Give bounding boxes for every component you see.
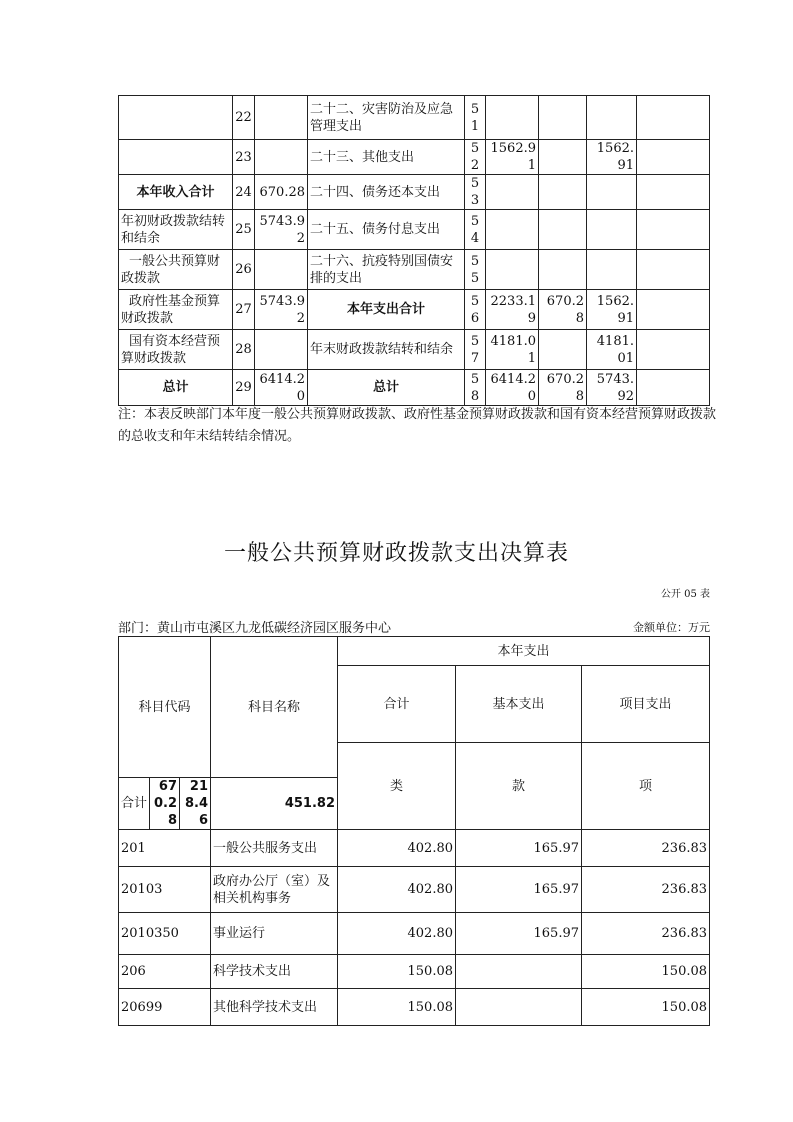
amount-fund [587, 250, 637, 290]
table-row [119, 370, 710, 406]
left-amount: 5743.92 [255, 210, 308, 250]
right-line-no: 56 [465, 290, 486, 330]
table-row [119, 330, 710, 370]
header-total: 合计 [338, 666, 456, 743]
amount-basic: 165.97 [456, 867, 582, 913]
amount-state-capital [637, 210, 710, 250]
subject-code: 2010350 [119, 913, 211, 955]
right-label: 二十三、其他支出 [308, 140, 465, 175]
left-label [119, 140, 233, 175]
header-basic: 基本支出 [456, 666, 582, 743]
left-line-no: 25 [233, 210, 255, 250]
left-line-no: 22 [233, 96, 255, 140]
right-label: 二十四、债务还本支出 [308, 175, 465, 210]
amount-total: 4181.01 [486, 330, 539, 370]
left-label: 本年收入合计 [119, 175, 233, 210]
amount-general [539, 210, 587, 250]
left-amount: 6414.20 [255, 370, 308, 406]
amount-general [539, 96, 587, 140]
amount-total [486, 96, 539, 140]
right-label: 二十五、债务付息支出 [308, 210, 465, 250]
amount-basic: 165.97 [456, 913, 582, 955]
amount-state-capital [637, 175, 710, 210]
amount-state-capital [637, 140, 710, 175]
left-line-no: 23 [233, 140, 255, 175]
department-label: 部门：黄山市屯溪区九龙低碳经济园区服务中心 [118, 621, 392, 636]
left-label: 国有资本经营预算财政拨款 [119, 330, 233, 370]
right-line-no: 57 [465, 330, 486, 370]
left-line-no: 28 [233, 330, 255, 370]
revenue-expense-table [118, 95, 710, 406]
amount-total [486, 210, 539, 250]
amount-total: 402.80 [338, 867, 456, 913]
amount-fund: 4181.01 [587, 330, 637, 370]
amount-general [539, 140, 587, 175]
amount-project: 150.08 [582, 955, 710, 989]
amount-basic [456, 989, 582, 1026]
table-row [119, 913, 710, 955]
amount-basic: 165.97 [456, 830, 582, 867]
left-label: 年初财政拨款结转和结余 [119, 210, 233, 250]
left-amount [255, 96, 308, 140]
amount-project: 236.83 [582, 830, 710, 867]
table-row [119, 830, 710, 867]
header-code: 科目代码 [119, 637, 211, 778]
subject-name: 一般公共服务支出 [211, 830, 338, 867]
right-label: 总计 [308, 370, 465, 406]
left-line-no: 26 [233, 250, 255, 290]
amount-general: 670.28 [539, 290, 587, 330]
right-line-no: 54 [465, 210, 486, 250]
right-line-no: 53 [465, 175, 486, 210]
sum-project: 451.82 [211, 778, 338, 830]
left-amount [255, 330, 308, 370]
sum-basic: 218.46 [180, 778, 211, 830]
amount-general: 670.28 [539, 370, 587, 406]
amount-fund [587, 175, 637, 210]
amount-state-capital [637, 250, 710, 290]
amount-state-capital [637, 96, 710, 140]
table-note: 注：本表反映部门本年度一般公共预算财政拨款、政府性基金预算财政拨款和国有资本经营预算财政拨款的总收支和年末结转结余情况。 [118, 407, 717, 444]
right-line-no: 58 [465, 370, 486, 406]
sum-label: 合计 [119, 778, 150, 830]
page-title: 一般公共预算财政拨款支出决算表 [223, 541, 569, 566]
header-project: 项目支出 [582, 666, 710, 743]
left-amount [255, 250, 308, 290]
amount-general [539, 175, 587, 210]
amount-total: 1562.91 [486, 140, 539, 175]
table-row [119, 989, 710, 1026]
left-line-no: 24 [233, 175, 255, 210]
subject-name: 其他科学技术支出 [211, 989, 338, 1026]
right-line-no: 52 [465, 140, 486, 175]
table-row [119, 175, 710, 210]
sum-total: 670.28 [150, 778, 180, 830]
header-xiang: 项 [582, 743, 710, 830]
amount-state-capital [637, 330, 710, 370]
right-line-no: 55 [465, 250, 486, 290]
header-kuan: 款 [456, 743, 582, 830]
amount-general [539, 330, 587, 370]
amount-fund: 5743.92 [587, 370, 637, 406]
amount-total [486, 250, 539, 290]
table-row [119, 96, 710, 140]
amount-project: 236.83 [582, 913, 710, 955]
left-line-no: 27 [233, 290, 255, 330]
amount-total: 150.08 [338, 955, 456, 989]
right-label: 二十二、灾害防治及应急管理支出 [308, 96, 465, 140]
left-label [119, 96, 233, 140]
header-name: 科目名称 [211, 637, 338, 778]
right-label: 年末财政拨款结转和结余 [308, 330, 465, 370]
subject-code: 206 [119, 955, 211, 989]
amount-total: 6414.20 [486, 370, 539, 406]
amount-general [539, 250, 587, 290]
table-row [119, 210, 710, 250]
amount-unit: 金额单位：万元 [633, 621, 710, 634]
amount-fund [587, 210, 637, 250]
left-amount [255, 140, 308, 175]
table-row [119, 140, 710, 175]
expense-table [118, 636, 710, 1026]
amount-fund [587, 96, 637, 140]
amount-basic [456, 955, 582, 989]
left-line-no: 29 [233, 370, 255, 406]
amount-total: 150.08 [338, 989, 456, 1026]
left-amount: 5743.92 [255, 290, 308, 330]
amount-fund: 1562.91 [587, 290, 637, 330]
amount-state-capital [637, 290, 710, 330]
header-year-expense: 本年支出 [338, 637, 710, 666]
table-row [119, 250, 710, 290]
amount-state-capital [637, 370, 710, 406]
form-number: 公开 05 表 [660, 589, 710, 600]
subject-code: 20699 [119, 989, 211, 1026]
amount-project: 236.83 [582, 867, 710, 913]
subject-name: 科学技术支出 [211, 955, 338, 989]
subject-name: 政府办公厅（室）及相关机构事务 [211, 867, 338, 913]
right-line-no: 51 [465, 96, 486, 140]
right-label: 二十六、抗疫特别国债安排的支出 [308, 250, 465, 290]
amount-total: 402.80 [338, 913, 456, 955]
right-label: 本年支出合计 [308, 290, 465, 330]
subject-name: 事业运行 [211, 913, 338, 955]
subject-code: 20103 [119, 867, 211, 913]
left-label: 总计 [119, 370, 233, 406]
amount-total [486, 175, 539, 210]
left-label: 政府性基金预算财政拨款 [119, 290, 233, 330]
amount-project: 150.08 [582, 989, 710, 1026]
amount-total: 402.80 [338, 830, 456, 867]
table-row [119, 867, 710, 913]
left-label: 一般公共预算财政拨款 [119, 250, 233, 290]
amount-fund: 1562.91 [587, 140, 637, 175]
table-row [119, 290, 710, 330]
table-row [119, 955, 710, 989]
amount-total: 2233.19 [486, 290, 539, 330]
left-amount: 670.28 [255, 175, 308, 210]
header-lei: 类 [338, 743, 456, 830]
subject-code: 201 [119, 830, 211, 867]
